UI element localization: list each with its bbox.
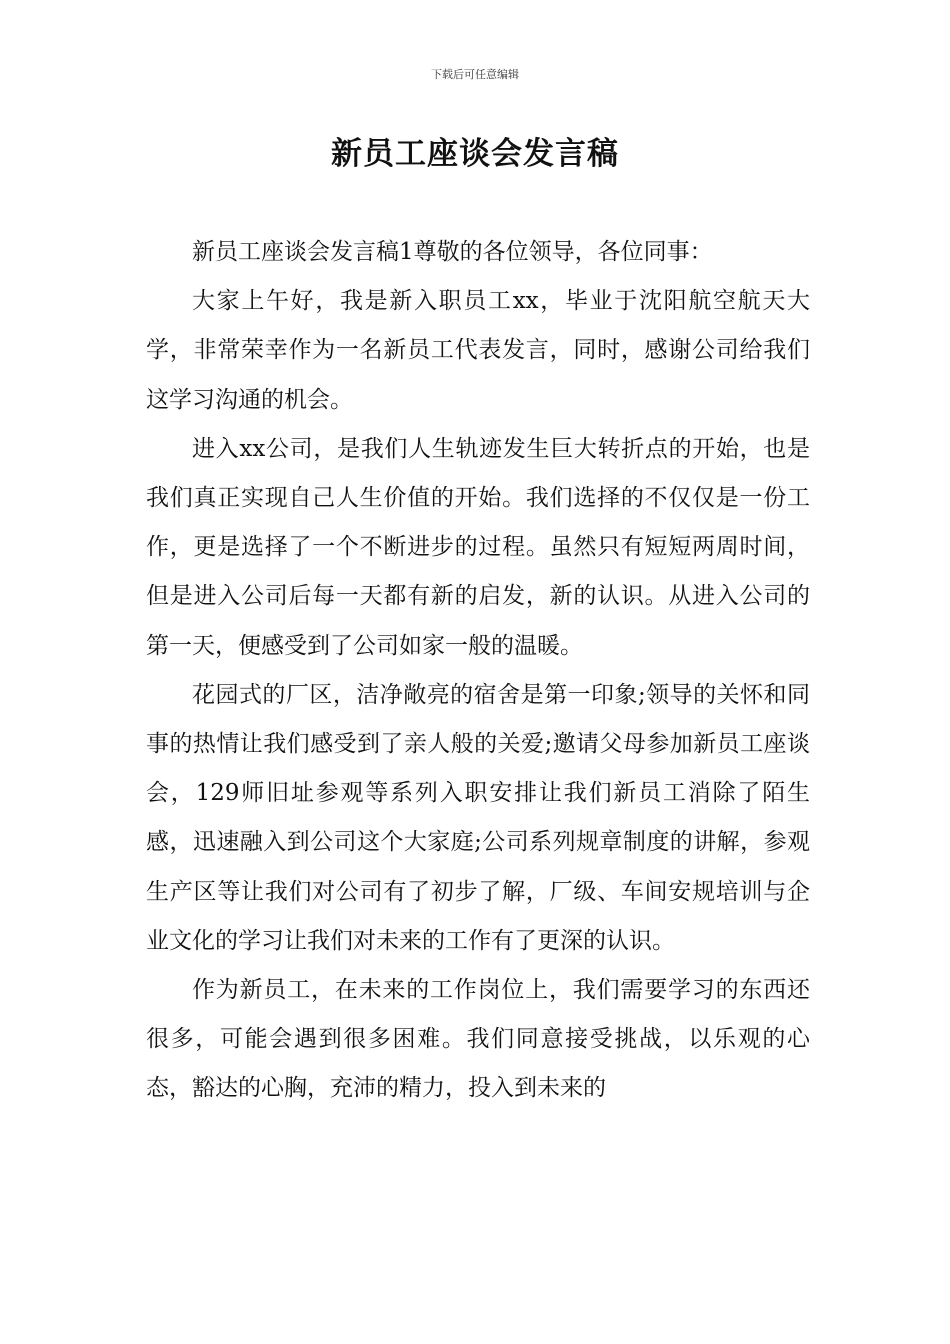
paragraph-greeting: 新员工座谈会发言稿1尊敬的各位领导，各位同事： [192,239,713,265]
document-title: 新员工座谈会发言稿 [331,136,619,172]
paragraph-joining-company: 进入xx公司，是我们人生轨迹发生巨大转折点的开始，也是我们真正实现自己人生价值的开始。我们选择的不仅仅是一份工作，更是选择了一个不断进步的过程。虽然只有短短两周时间，但是进入公司后每一天都有新的启发，新的认识。从进入公司的第一天，便感受到了公司如家一般的温暖。 [146,435,810,659]
paragraph-first-impressions: 花园式的厂区，洁净敞亮的宿舍是第一印象;领导的关怀和同事的热情让我们感受到了亲人般的关爱;邀请父母参加新员工座谈会，129师旧址参观等系列入职安排让我们新员工消除了陌生感，迅速融入到公司这个大家庭;公司系列规章制度的讲解，参观生产区等让我们对公司有了初步了解，厂级、车间安规培训与企业文化的学习让我们对未来的工作有了更深的认识。 [146,681,810,954]
header-note: 下载后可任意编辑 [431,68,519,81]
paragraph-introduction: 大家上午好，我是新入职员工xx，毕业于沈阳航空航天大学，非常荣幸作为一名新员工代表发言，同时，感谢公司给我们这学习沟通的机会。 [146,288,810,413]
paragraph-future-work: 作为新员工，在未来的工作岗位上，我们需要学习的东西还很多，可能会遇到很多困难。我们同意接受挑战，以乐观的心态，豁达的心胸，充沛的精力，投入到未来的 [146,977,810,1102]
document-body [146,228,810,1114]
